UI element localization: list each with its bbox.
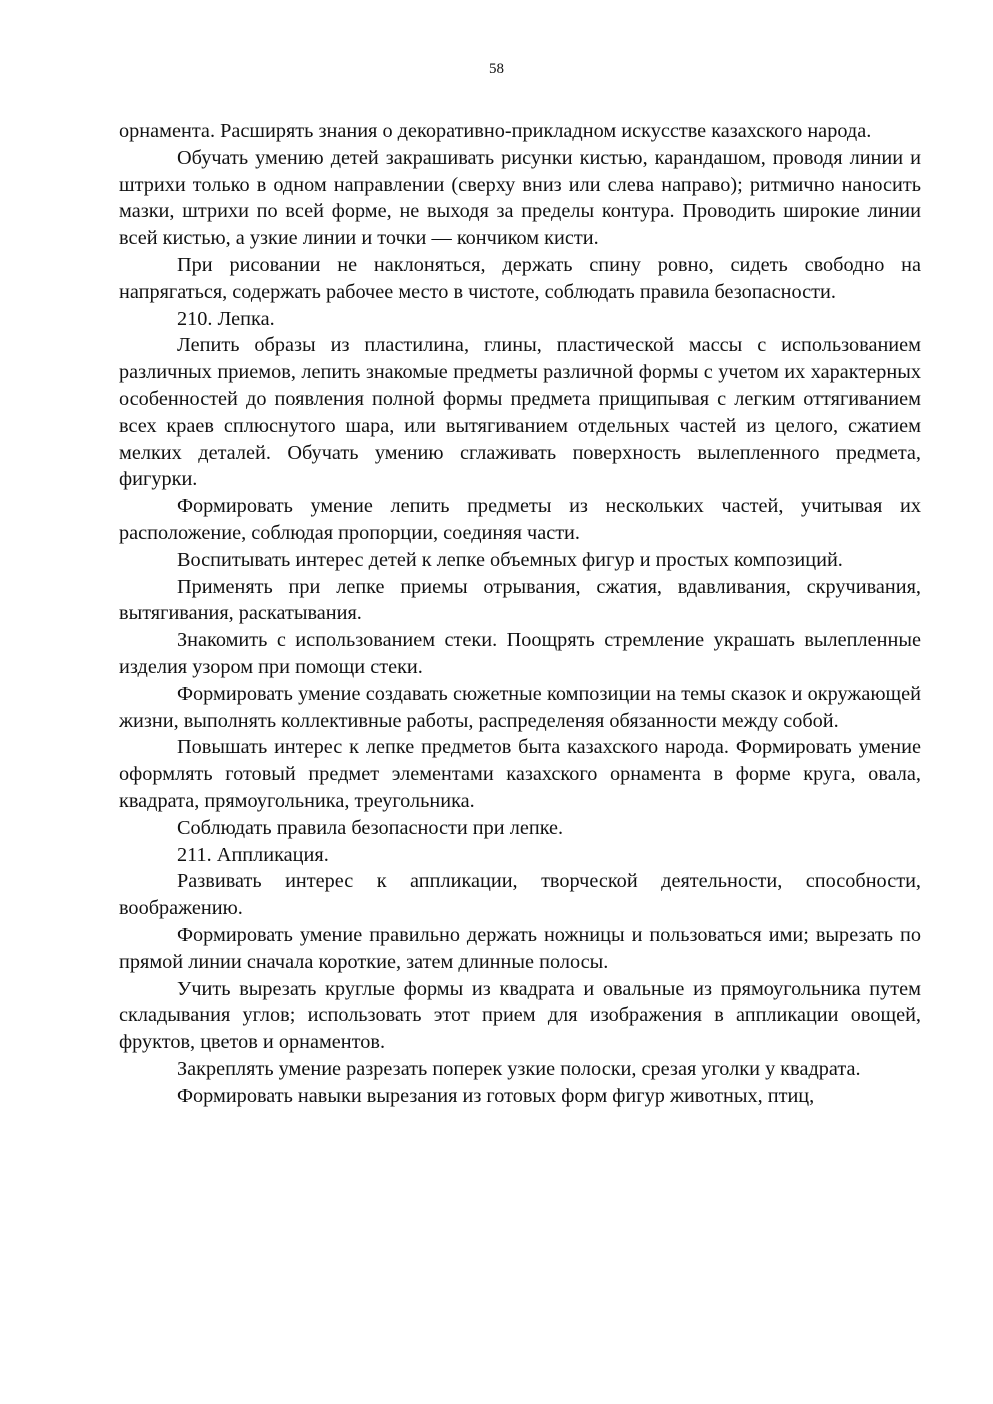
paragraph: Обучать умению детей закрашивать рисунки кистью, карандашом, проводя линии и штрихи только в одном направлении (сверху вниз или слева направо); ритмично наносить мазки, штрихи по всей форме, не выходя за пределы контура. Проводить широкие линии всей кистью, а узкие линии и точки — кончиком кисти. xyxy=(119,146,921,250)
paragraph: Закреплять умение разрезать поперек узкие полоски, срезая уголки у квадрата. xyxy=(177,1057,861,1080)
paragraph: Применять при лепке приемы отрывания, сжатия, вдавливания, скручивания, вытягивания, раскатывания. xyxy=(119,575,921,625)
body-text xyxy=(119,118,921,1109)
paragraph: Соблюдать правила безопасности при лепке. xyxy=(177,816,564,839)
paragraph: При рисовании не наклоняться, держать спину ровно, сидеть свободно на напрягаться, содержать рабочее место в чистоте, соблюдать правила безопасности. xyxy=(119,253,921,303)
paragraph: орнамента. Расширять знания о декоративно-прикладном искусстве казахского народа. xyxy=(119,120,872,142)
page-number: 58 xyxy=(489,61,504,77)
paragraph: Лепить образы из пластилина, глины, пластической массы с использованием различных приемов, лепить знакомые предметы различной формы с учетом их характерных особенностей до появления полной формы предмета прищипывая с легким оттягиванием всех краев сплюснутого шара, или вытягиванием отдельных частей из целого, сжатием мелких деталей. Обучать умению сглаживать поверхность вылепленного предмета, фигурки. xyxy=(119,334,921,491)
section-heading-211: 211. Аппликация. xyxy=(177,843,329,866)
paragraph: Воспитывать интерес детей к лепке объемных фигур и простых композиций. xyxy=(177,548,843,571)
paragraph: Учить вырезать круглые формы из квадрата и овальные из прямоугольника путем складывания углов; использовать этот прием для изображения в аппликации овощей, фруктов, цветов и орнаментов. xyxy=(119,977,921,1054)
paragraph: Формировать навыки вырезания из готовых форм фигур животных, птиц, xyxy=(177,1084,815,1107)
paragraph: Повышать интерес к лепке предметов быта казахского народа. Формировать умение оформлять готовый предмет элементами казахского орнамента в форме круга, овала, квадрата, прямоугольника, треугольника. xyxy=(119,736,921,812)
paragraph: Формировать умение правильно держать ножницы и пользоваться ими; вырезать по прямой линии сначала короткие, затем длинные полосы. xyxy=(119,923,921,973)
paragraph: Формировать умение лепить предметы из нескольких частей, учитывая их расположение, соблюдая пропорции, соединяя части. xyxy=(119,495,921,544)
paragraph: Знакомить с использованием стеки. Поощрять стремление украшать вылепленные изделия узором при помощи стеки. xyxy=(119,629,921,678)
section-heading-210: 210. Лепка. xyxy=(177,307,275,330)
paragraph: Развивать интерес к аппликации, творческой деятельности, способности, воображению. xyxy=(119,870,921,920)
paragraph: Формировать умение создавать сюжетные композиции на темы сказок и окружающей жизни, выполнять коллективные работы, распределеняя обязанности между собой. xyxy=(119,682,921,732)
